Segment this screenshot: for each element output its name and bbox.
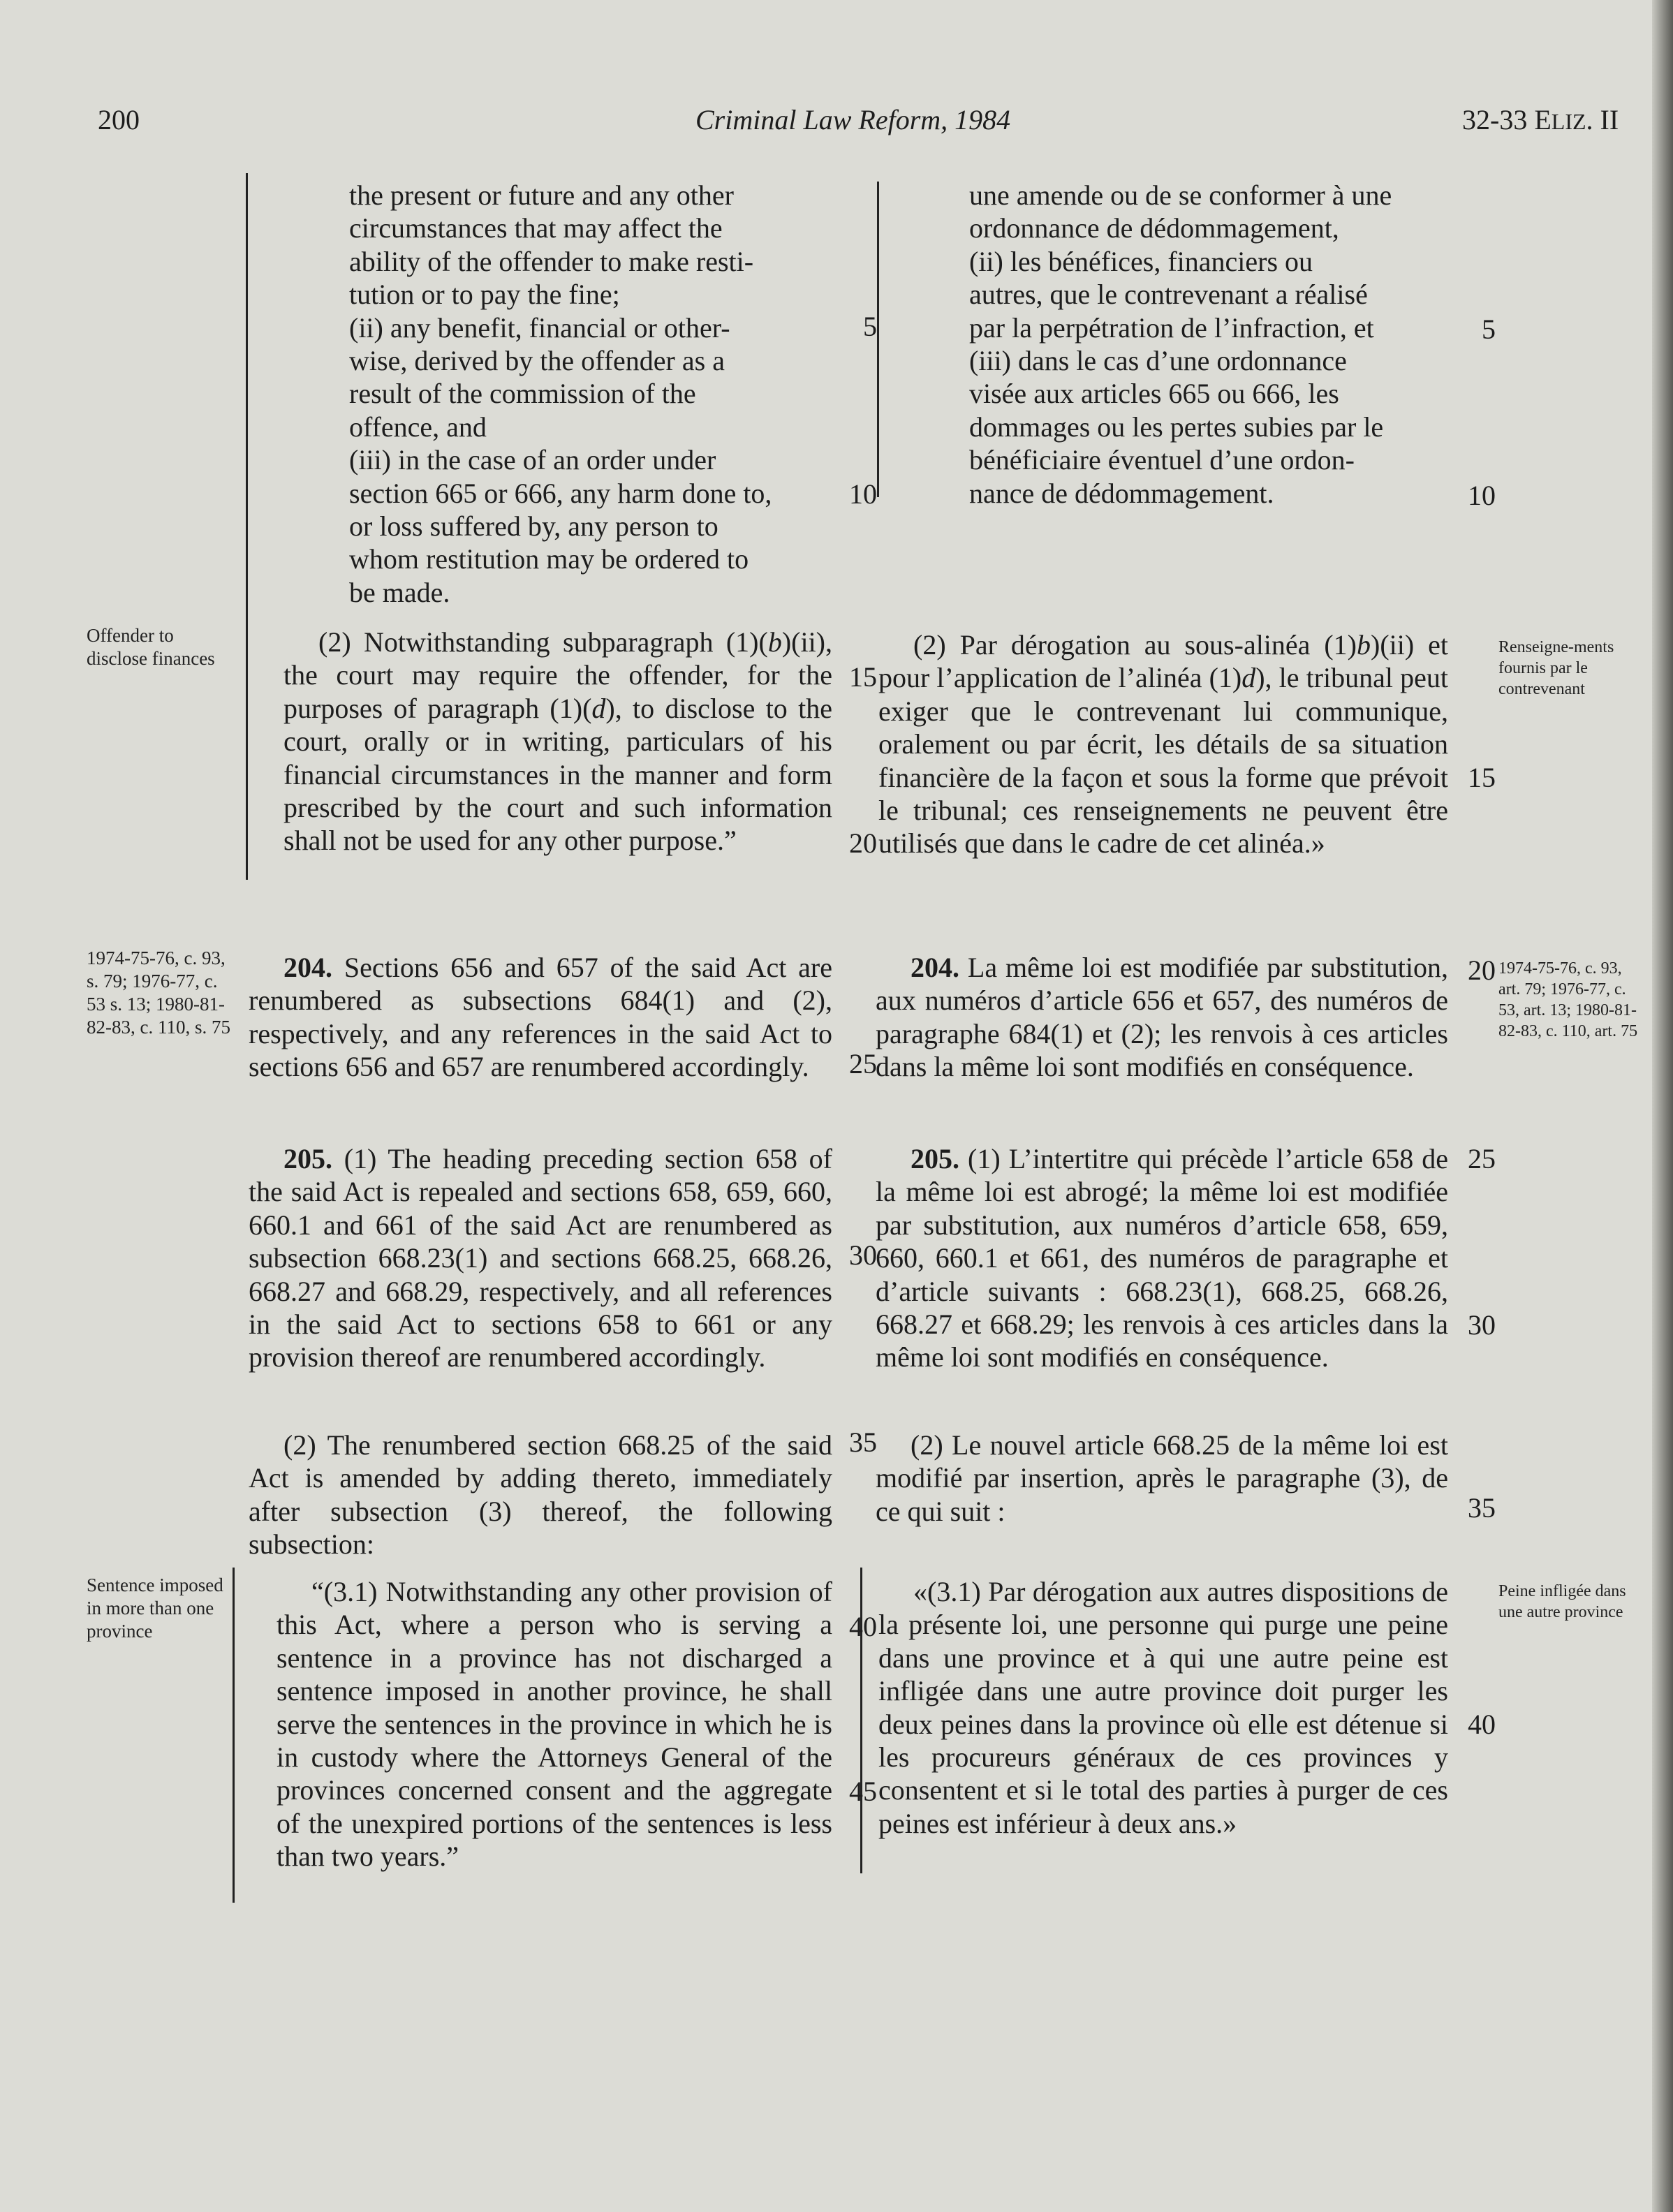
running-title: Criminal Law Reform, 1984 bbox=[695, 104, 1011, 135]
page-edge-shadow bbox=[1652, 0, 1673, 2212]
en-section-204: 204. Sections 656 and 657 of the said Act are renumbered as subsections 684(1) and (2), respectively, and any references in the said Act to sections 656 and 657 are renumbered accordingly. bbox=[249, 952, 832, 1083]
line-number-fr: 10 bbox=[1468, 480, 1496, 511]
regnal-year: 32-33 ELIZ. II bbox=[1462, 104, 1619, 135]
fr-subsection-3-1: «(3.1) Par dérogation aux autres dispositions de la présente loi, une personne qui purge une peine dans une province et à qui une autre peine est infligée dans une autre province doit purger les deux peines dans la province où elle est détenue si les procureurs généraux de ces provinces y consentent et si le total des parties à purger de ces peines est inférieur à deux ans.» bbox=[878, 1576, 1448, 1839]
en-para-continuation: the present or future and any other circumstances that may affect the ability of the offender to make resti- tution or to pay the fine; (ii) any benefit, financial or other- wise, derived by the offender as a result of the commission of the offence, and (iii) in the case of an order under section 665 or 666, any harm done to, or loss suffered by, any person to whom restitution may be ordered to be made. bbox=[349, 179, 772, 608]
line-number-fr: 25 bbox=[1468, 1143, 1496, 1174]
line-number-fr: 15 bbox=[1468, 762, 1496, 793]
fr-subsection-2: (2) Par dérogation au sous-alinéa (1)b)(ii) et pour l’application de l’alinéa (1)d), le tribunal peut exiger que le contrevenant lui communique, oralement ou par écrit, les détails de sa situation financière de la façon et sous la forme que prévoit le tribunal; ces renseignements ne peuvent être utilisés que dans le cadre de cet alinéa.» bbox=[878, 629, 1449, 860]
line-number-en: 40 bbox=[849, 1611, 877, 1642]
en-section-205: 205. (1) The heading preceding section 658 of the said Act is repealed and sections 658, 659, 660, 660.1 and 661 of the said Act are renumbered as subsection 668.23(1) and sections 668.25, 668.26, 668.27 and 668.29, respectively, and all references in the said Act to sections 658 to 661 or any provision thereof are renumbered accordingly. bbox=[249, 1143, 832, 1373]
line-number-en: 20 bbox=[849, 827, 877, 859]
margin-note-citation-en: 1974-75-76, c. 93, s. 79; 1976-77, c. 53 s. 13; 1980-81-82-83, c. 110, s. 75 bbox=[87, 948, 230, 1038]
line-number-fr: 30 bbox=[1468, 1309, 1496, 1341]
fr-section-204: 204. La même loi est modifiée par substitution, aux numéros d’article 656 et 657, des numéros de paragraphe 684(1) et (2); les renvois à ces articles dans la même loi sont modifiés en conséquence. bbox=[876, 952, 1448, 1083]
en-subsection-2: (2) Notwithstanding subparagraph (1)(b)(ii), the court may require the offender, for the purposes of paragraph (1)(d), to disclose to the court, orally or in writing, particulars of his financial circumstances in the manner and form prescribed by the court and such information shall not be used for any other purpose.” bbox=[283, 626, 833, 857]
line-number-en: 5 bbox=[863, 311, 877, 342]
line-number-en: 25 bbox=[849, 1048, 877, 1079]
margin-note-citation-fr: 1974-75-76, c. 93, art. 79; 1976-77, c. 53, art. 13; 1980-81-82-83, c. 110, art. 75 bbox=[1498, 959, 1638, 1040]
margin-note-renseignements: Renseigne-ments fournis par le contrevenant bbox=[1498, 638, 1614, 698]
english-column bbox=[246, 179, 832, 1924]
fr-section-205: 205. (1) L’intertitre qui précède l’article 658 de la même loi est abrogé; la même loi est modifiée par substitution, aux numéros d’article 658, 659, 660, 660.1 et 661, des numéros de paragraphe et d’article suivants : 668.23(1), 668.25, 668.26, 668.27 et 668.29; les renvois à ces articles dans la même loi sont modifiés en conséquence. bbox=[876, 1143, 1448, 1373]
line-number-en: 10 bbox=[849, 478, 877, 510]
line-number-en: 45 bbox=[849, 1776, 877, 1807]
fr-para-continuation: une amende ou de se conformer à une ordonnance de dédommagement, (ii) les bénéfices, financiers ou autres, que le contrevenant a réalisé par la perpétration de l’infraction, et (iii) dans le cas d’une ordonnance visée aux articles 665 ou 666, les dommages ou les pertes subies par le bénéficiaire éventuel d’une ordon- nance de dédommagement. bbox=[969, 179, 1392, 509]
fr-section-205-2: (2) Le nouvel article 668.25 de la même loi est modifié par insertion, après le paragraphe (3), de ce qui suit : bbox=[876, 1429, 1448, 1527]
en-subsection-3-1: “(3.1) Notwithstanding any other provision of this Act, where a person who is serving a sentence in a province has not discharged a sentence imposed in another province, he shall serve the sentences in the province in which he is in custody where the Attorneys General of the provinces concerned consent and the aggregate of the unexpired portions of the sentences is less than two years.” bbox=[277, 1576, 832, 1873]
line-number-en: 35 bbox=[849, 1426, 877, 1458]
line-number-fr: 20 bbox=[1468, 954, 1496, 986]
en-section-205-2: (2) The renumbered section 668.25 of the said Act is amended by adding thereto, immediately after subsection (3) thereof, the following subsection: bbox=[249, 1429, 832, 1561]
line-number-en: 15 bbox=[849, 661, 877, 693]
line-number-fr: 40 bbox=[1468, 1709, 1496, 1740]
page-number: 200 bbox=[98, 104, 140, 135]
line-number-fr: 35 bbox=[1468, 1492, 1496, 1524]
french-column bbox=[864, 179, 1448, 1924]
margin-note-peine-infligee: Peine infligée dans une autre province bbox=[1498, 1582, 1626, 1621]
line-number-fr: 5 bbox=[1482, 314, 1496, 345]
margin-note-offender-finances: Offender to disclose finances bbox=[87, 625, 215, 669]
margin-note-sentence-province: Sentence imposed in more than one province bbox=[87, 1575, 223, 1642]
line-number-en: 30 bbox=[849, 1239, 877, 1271]
